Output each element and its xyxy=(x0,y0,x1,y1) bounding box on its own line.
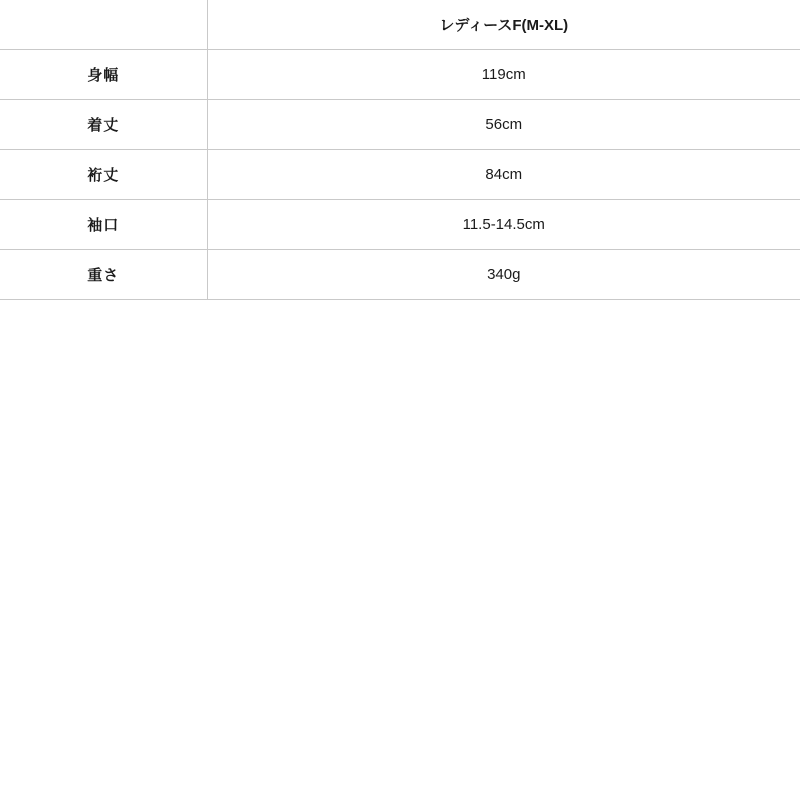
table-header-row xyxy=(0,0,800,50)
table-row-label: 袖口 xyxy=(0,200,207,250)
table-row-label: 重さ xyxy=(0,250,207,300)
table-row-value: 11.5-14.5cm xyxy=(207,200,800,250)
table-row-label: 身幅 xyxy=(0,50,207,100)
table-row-label: 着丈 xyxy=(0,100,207,150)
table-row-label: 裄丈 xyxy=(0,150,207,200)
table-row xyxy=(0,200,800,250)
table-row xyxy=(0,150,800,200)
table-corner-cell xyxy=(0,0,207,50)
table-row xyxy=(0,100,800,150)
table-column-header-size: レディースF(M-XL) xyxy=(207,0,800,50)
table-row-value: 84cm xyxy=(207,150,800,200)
table-body xyxy=(0,50,800,300)
size-specification-table xyxy=(0,0,800,300)
table-row xyxy=(0,250,800,300)
table-row-value: 56cm xyxy=(207,100,800,150)
table-row-value: 340g xyxy=(207,250,800,300)
table-row-value: 119cm xyxy=(207,50,800,100)
table-header xyxy=(0,0,800,50)
table-row xyxy=(0,50,800,100)
